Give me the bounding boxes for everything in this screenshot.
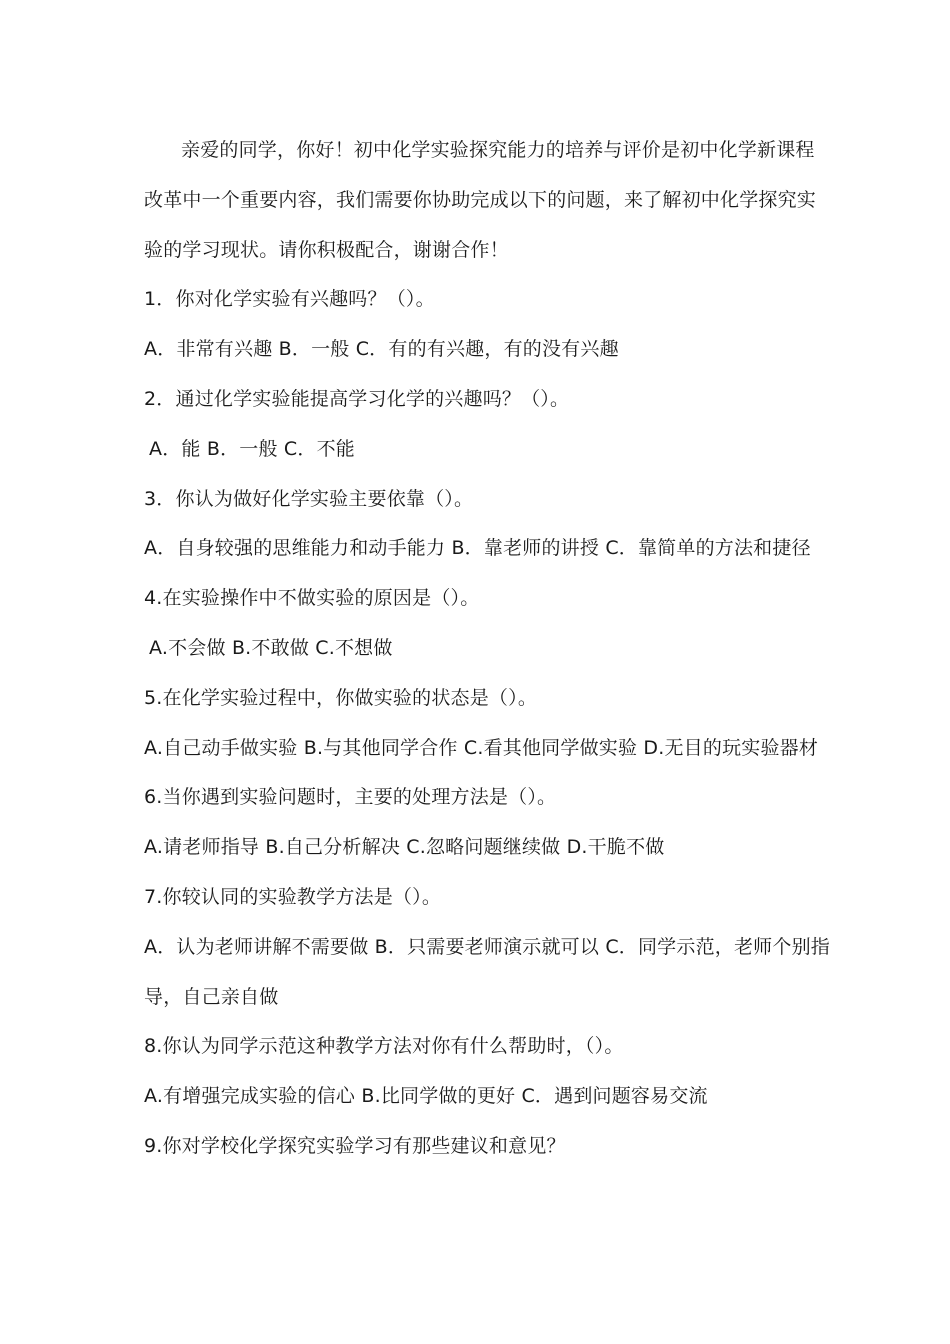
question-8: 8.你认为同学示范这种教学方法对你有什么帮助时，（）。: [144, 1035, 624, 1058]
answer-options-2: A．能 B．一般 C．不能: [149, 437, 355, 460]
answer-options-5: A.自己动手做实验 B.与其他同学合作 C.看其他同学做实验 D.无目的玩实验器材: [144, 736, 819, 759]
answer-options-1: A．非常有兴趣 B．一般 C．有的有兴趣，有的没有兴趣: [144, 338, 619, 361]
intro-line-3: 验的学习现状。请你积极配合，谢谢合作！: [144, 238, 509, 261]
answer-options-7: A．认为老师讲解不需要做 B．只需要老师演示就可以 C．同学示范，老师个别指: [144, 935, 830, 958]
question-4: 4.在实验操作中不做实验的原因是（）。: [144, 587, 480, 610]
question-2: 2．通过化学实验能提高学习化学的兴趣吗？（）。: [144, 387, 570, 410]
question-7: 7.你较认同的实验教学方法是（）。: [144, 885, 442, 908]
answer-options-7-continued: 导，自己亲自做: [144, 985, 279, 1008]
answer-options-6: A.请老师指导 B.自己分析解决 C.忽略问题继续做 D.干脆不做: [144, 836, 665, 859]
survey-content: [144, 126, 830, 1172]
answer-options-4: A.不会做 B.不敢做 C.不想做: [149, 636, 393, 659]
intro-line-2: 改革中一个重要内容，我们需要你协助完成以下的问题，来了解初中化学探究实: [144, 188, 817, 211]
question-9: 9.你对学校化学探究实验学习有那些建议和意见？: [144, 1134, 566, 1157]
question-6: 6.当你遇到实验问题时，主要的处理方法是（）。: [144, 786, 557, 809]
question-5: 5.在化学实验过程中，你做实验的状态是（）。: [144, 686, 538, 709]
answer-options-8: A.有增强完成实验的信心 B.比同学做的更好 C．遇到问题容易交流: [144, 1085, 708, 1108]
intro-line-1: 亲爱的同学，你好！初中化学实验探究能力的培养与评价是初中化学新课程: [181, 139, 815, 161]
question-3: 3．你认为做好化学实验主要依靠（）。: [144, 487, 474, 510]
answer-options-3: A．自身较强的思维能力和动手能力 B．靠老师的讲授 C．靠简单的方法和捷径: [144, 537, 811, 560]
question-1: 1．你对化学实验有兴趣吗？（）。: [144, 288, 435, 311]
